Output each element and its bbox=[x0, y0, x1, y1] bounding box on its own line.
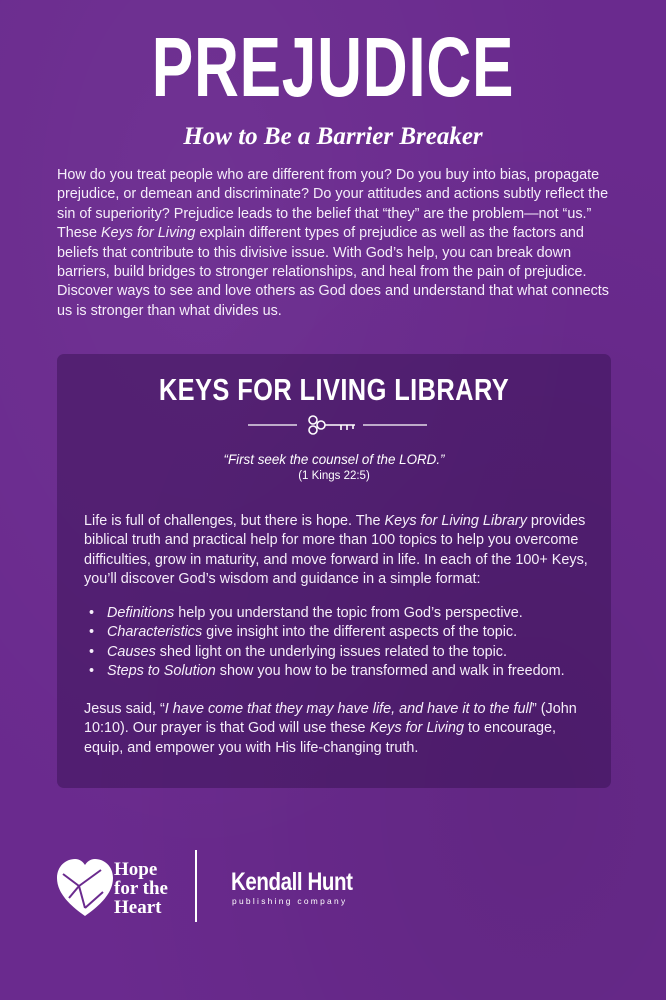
format-list bbox=[89, 604, 589, 682]
library-text-1: Life is full of challenges, but there is hope. The bbox=[84, 513, 385, 529]
closing-text-1: Jesus said, “ bbox=[84, 701, 165, 717]
closing-italic-2: Keys for Living bbox=[369, 720, 464, 737]
intro-italic: Keys for Living bbox=[101, 225, 196, 242]
footer-divider bbox=[195, 850, 197, 922]
list-item-text: show you how to be transformed and walk in freedom. bbox=[215, 663, 565, 680]
list-item-term: Causes bbox=[107, 643, 156, 660]
logo-line-2: for the bbox=[114, 878, 168, 899]
list-item-term: Steps to Solution bbox=[107, 663, 216, 680]
book-subtitle: How to Be a Barrier Breaker bbox=[183, 123, 483, 150]
closing-paragraph bbox=[84, 700, 594, 758]
logo-line-1: Hope bbox=[114, 859, 158, 880]
library-title: KEYS FOR LIVING LIBRARY bbox=[158, 372, 510, 407]
list-item bbox=[89, 662, 589, 681]
list-item-term: Definitions bbox=[107, 605, 175, 621]
list-item-text: shed light on the underlying issues related to the topic. bbox=[155, 643, 507, 660]
scripture-reference: (1 Kings 22:5) bbox=[298, 470, 370, 482]
intro-text-1: How do you treat people who are different from you? Do you buy into bias, propagate prejudice, or demean and discriminate? Do your attitudes and actions subtly reflect the sin of superiority? Prejudice leads to the belief that “they” are the problem—not “us.” These bbox=[57, 167, 609, 242]
intro-paragraph bbox=[57, 166, 617, 321]
closing-text-2: ” (John 10:10). Our prayer is that God will use these bbox=[84, 701, 577, 737]
list-item bbox=[89, 604, 589, 623]
list-item bbox=[89, 643, 589, 662]
logo-line-3: Heart bbox=[114, 897, 162, 918]
closing-text-3: to encourage, equip, and empower you with His life-changing truth. bbox=[84, 720, 556, 756]
kendall-hunt-logo: Kendall Hunt bbox=[231, 868, 353, 896]
library-description bbox=[84, 512, 594, 590]
library-panel bbox=[57, 354, 611, 788]
book-title: PREJUDICE bbox=[151, 20, 515, 114]
list-item-text: give insight into the different aspects of the topic. bbox=[202, 624, 518, 641]
list-item bbox=[89, 623, 589, 642]
list-item-text: help you understand the topic from God’s perspective. bbox=[174, 605, 523, 621]
key-icon bbox=[309, 416, 355, 434]
closing-italic-1: I have come that they may have life, and have it to the full bbox=[164, 701, 532, 717]
publisher-tagline: publishing company bbox=[232, 896, 348, 906]
bullet-dot: • bbox=[89, 624, 95, 641]
hope-for-the-heart-logo bbox=[114, 860, 168, 917]
intro-text-2: explain different types of prejudice as well as the factors and beliefs that contribute to this divisive issue. With God’s help, you can break down barriers, build bridges to stronger relationships, and heal from the pain of prejudice. Discover ways to see and love others as God does and understand that what connects us is stronger than what divides us. bbox=[57, 225, 609, 319]
bullet-dot: • bbox=[89, 663, 95, 680]
scripture-quote: “First seek the counsel of the LORD.” bbox=[223, 452, 445, 467]
bullet-dot: • bbox=[89, 643, 95, 660]
bullet-dot: • bbox=[89, 605, 95, 621]
key-divider bbox=[57, 412, 611, 438]
list-item-term: Characteristics bbox=[107, 624, 203, 641]
library-italic: Keys for Living Library bbox=[384, 513, 527, 529]
library-text-2: provides biblical truth and practical help for more than 100 topics to help you overcome difficulties, grow in maturity, and move forward in life. In each of the 100+ Keys, you’ll discover God’s wisdom and guidance in a simple format: bbox=[84, 513, 588, 588]
